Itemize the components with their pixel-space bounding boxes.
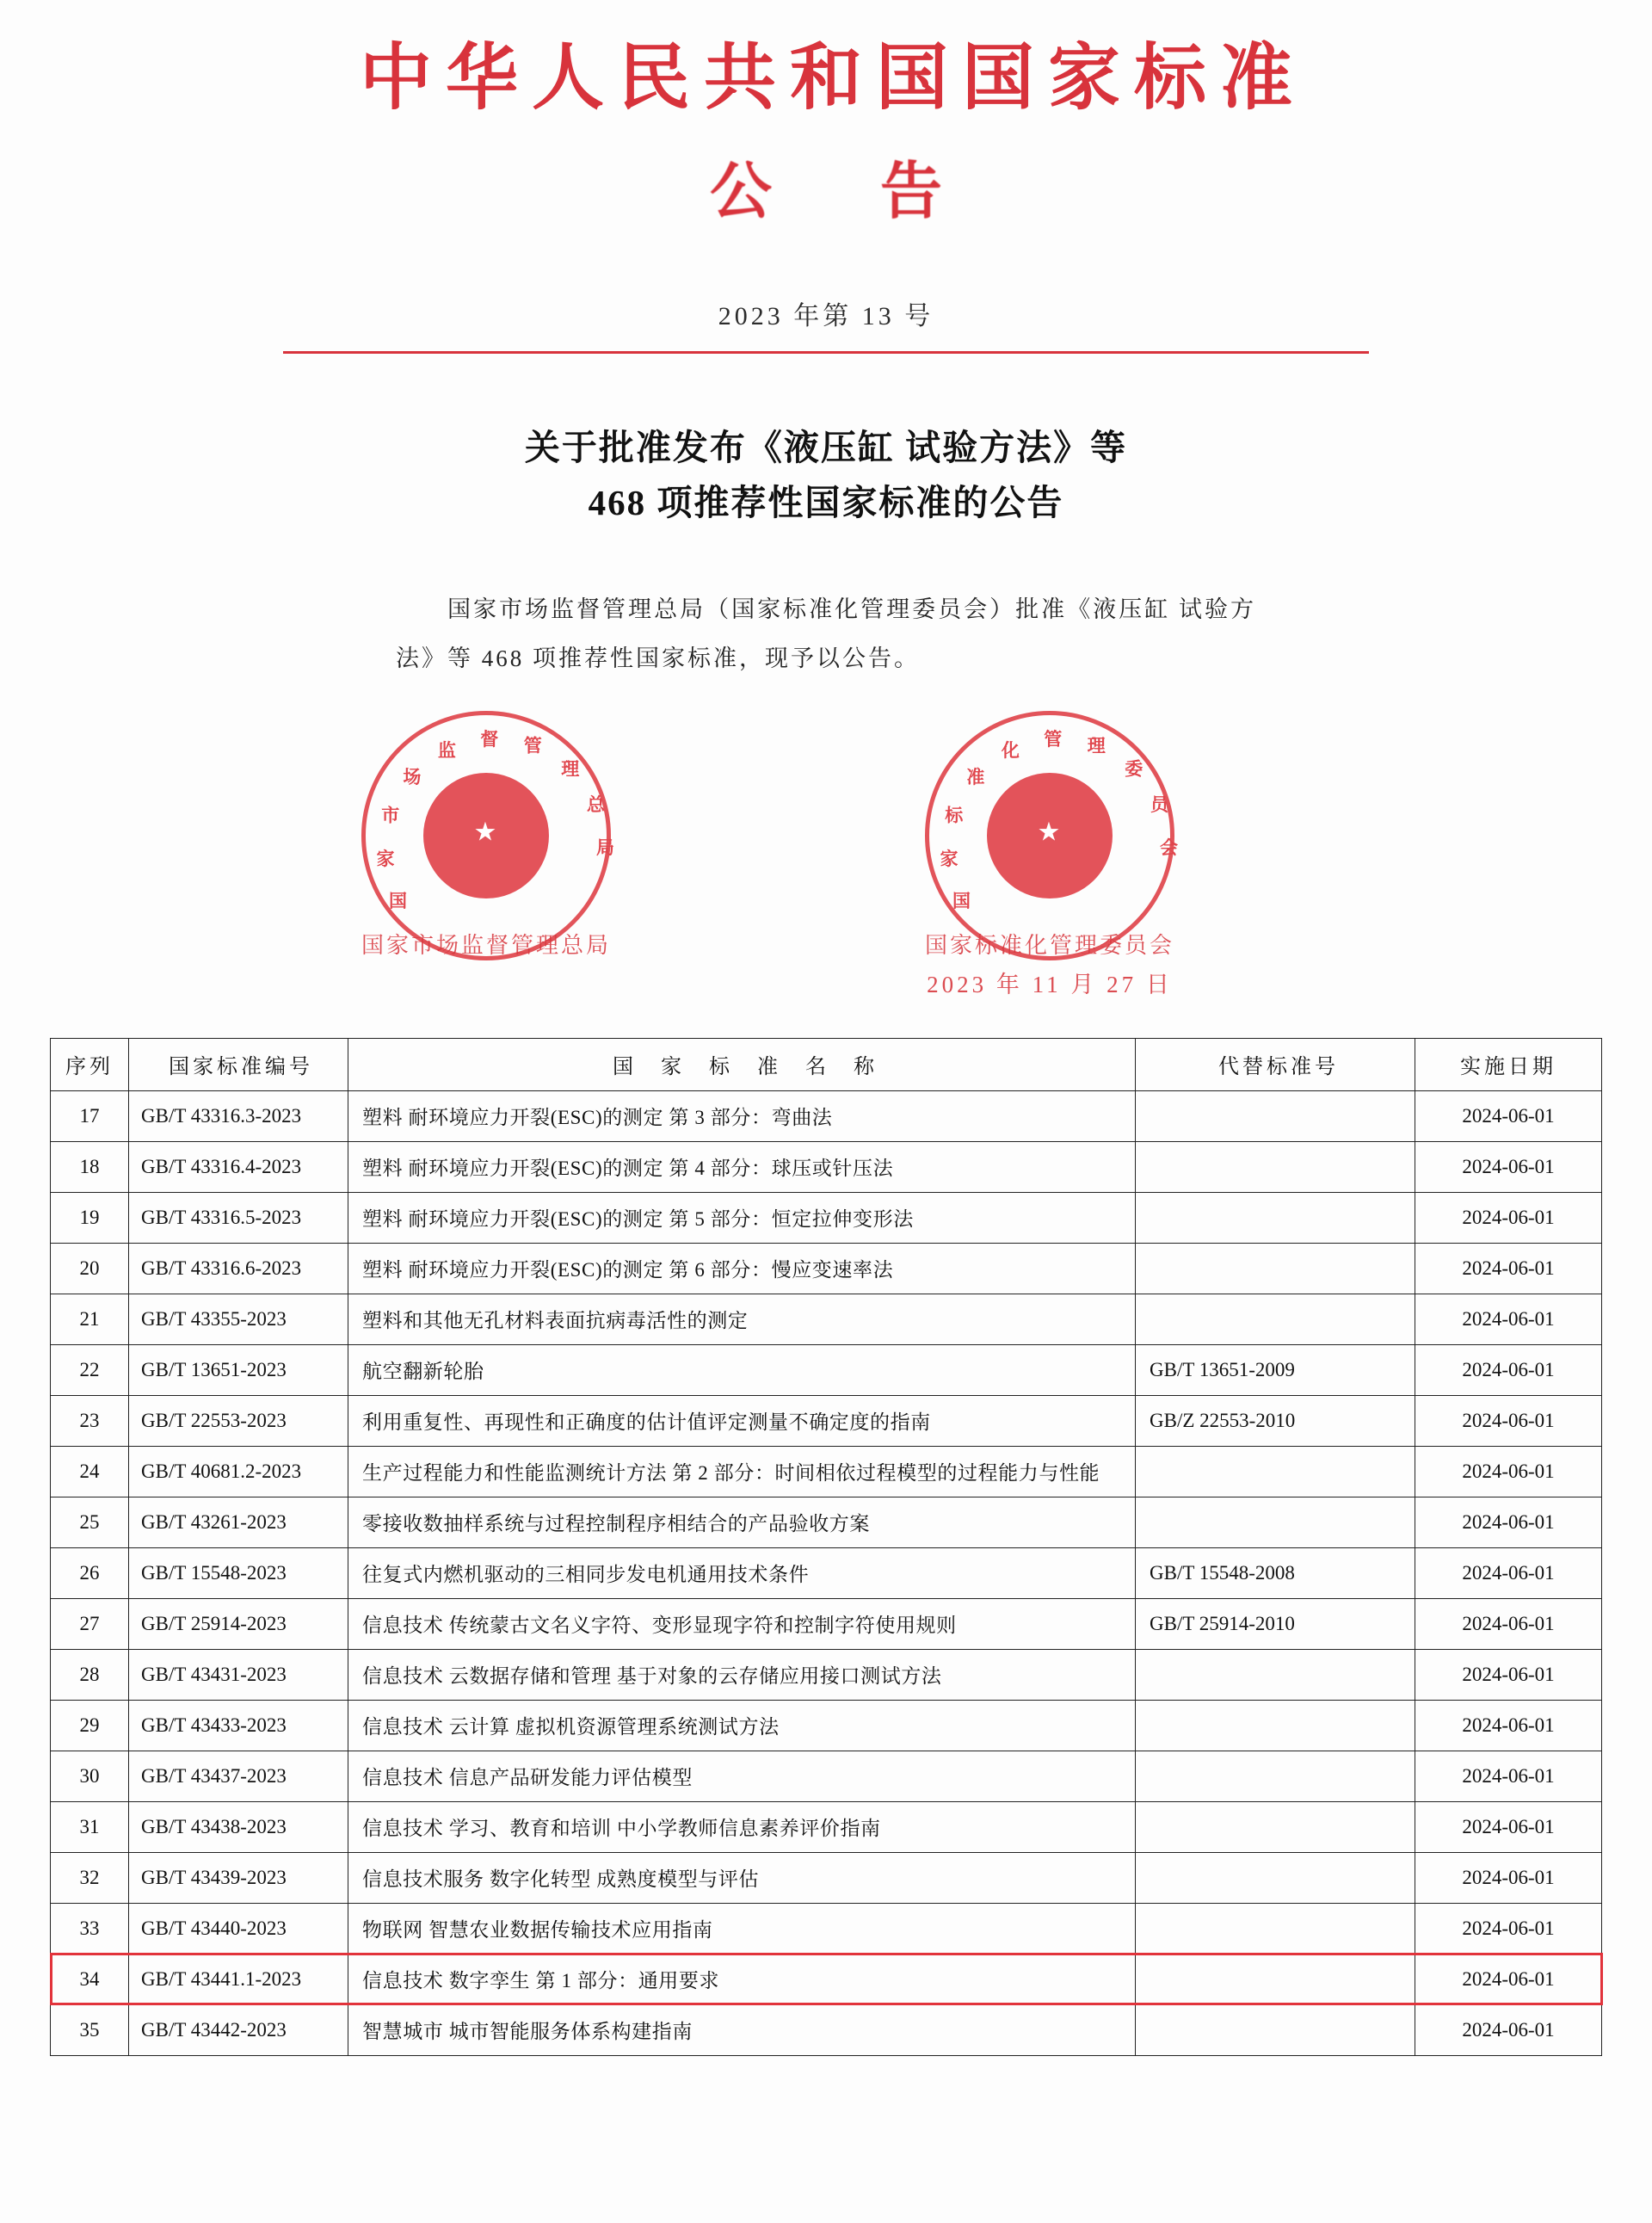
table-row bbox=[51, 1497, 1602, 1547]
table-body bbox=[51, 1090, 1602, 2055]
cell-replaces bbox=[1136, 2004, 1415, 2055]
announcement-heading-line-1: 关于批准发布《液压缸 试验方法》等 bbox=[524, 428, 1128, 468]
cell-replaces bbox=[1136, 1649, 1415, 1700]
cell-replaces bbox=[1136, 1852, 1415, 1903]
table-row bbox=[51, 2004, 1602, 2055]
cell-code: GB/T 15548-2023 bbox=[129, 1547, 348, 1598]
cell-code: GB/T 43442-2023 bbox=[129, 2004, 348, 2055]
cell-name: 塑料和其他无孔材料表面抗病毒活性的测定 bbox=[348, 1294, 1136, 1344]
cell-date: 2024-06-01 bbox=[1415, 1598, 1602, 1649]
cell-seq: 34 bbox=[51, 1954, 129, 2004]
standards-table-wrap bbox=[50, 1038, 1602, 2056]
cell-code: GB/T 43316.5-2023 bbox=[129, 1192, 348, 1243]
cell-replaces bbox=[1136, 1497, 1415, 1547]
issue-number: 2023 年第 13 号 bbox=[718, 302, 934, 331]
cell-date: 2024-06-01 bbox=[1415, 1141, 1602, 1192]
table-row bbox=[51, 1090, 1602, 1141]
cell-name: 航空翻新轮胎 bbox=[348, 1344, 1136, 1395]
cell-seq: 33 bbox=[51, 1903, 129, 1954]
cell-code: GB/T 43316.4-2023 bbox=[129, 1141, 348, 1192]
cell-seq: 20 bbox=[51, 1243, 129, 1294]
cell-name: 信息技术 学习、教育和培训 中小学教师信息素养评价指南 bbox=[348, 1801, 1136, 1852]
cell-name: 信息技术 信息产品研发能力评估模型 bbox=[348, 1751, 1136, 1801]
cell-date: 2024-06-01 bbox=[1415, 1954, 1602, 2004]
cell-date: 2024-06-01 bbox=[1415, 1700, 1602, 1751]
page-title: 中华人民共和国国家标准 bbox=[359, 39, 1306, 119]
table-row bbox=[51, 1395, 1602, 1446]
cell-name: 塑料 耐环境应力开裂(ESC)的测定 第 3 部分：弯曲法 bbox=[348, 1090, 1136, 1141]
seal-market-regulation bbox=[361, 711, 614, 960]
table-row bbox=[51, 1446, 1602, 1497]
seal-caption: 国家标准化管理委员会 bbox=[924, 932, 1174, 958]
cell-replaces bbox=[1136, 1090, 1415, 1141]
cell-seq: 27 bbox=[51, 1598, 129, 1649]
cell-date: 2024-06-01 bbox=[1415, 1294, 1602, 1344]
cell-seq: 29 bbox=[51, 1700, 129, 1751]
cell-date: 2024-06-01 bbox=[1415, 1852, 1602, 1903]
cell-name: 生产过程能力和性能监测统计方法 第 2 部分：时间相依过程模型的过程能力与性能 bbox=[348, 1446, 1136, 1497]
cell-replaces: GB/Z 22553-2010 bbox=[1136, 1395, 1415, 1446]
cell-code: GB/T 43316.3-2023 bbox=[129, 1090, 348, 1141]
announcement-body: 国家市场监督管理总局（国家标准化管理委员会）批准《液压缸 试验方法》等 468 项推荐性国家标准，现予以公告。 bbox=[396, 596, 1256, 672]
cell-name: 塑料 耐环境应力开裂(ESC)的测定 第 5 部分：恒定拉伸变形法 bbox=[348, 1192, 1136, 1243]
table-row bbox=[51, 1852, 1602, 1903]
col-header-replaces: 代替标准号 bbox=[1136, 1038, 1415, 1090]
cell-code: GB/T 43261-2023 bbox=[129, 1497, 348, 1547]
table-row bbox=[51, 1547, 1602, 1598]
cell-replaces bbox=[1136, 1903, 1415, 1954]
cell-code: GB/T 43441.1-2023 bbox=[129, 1954, 348, 2004]
page-subtitle: 公 告 bbox=[709, 157, 989, 227]
cell-code: GB/T 13651-2023 bbox=[129, 1344, 348, 1395]
cell-replaces bbox=[1136, 1243, 1415, 1294]
seal-date: 2023 年 11 月 27 日 bbox=[927, 971, 1173, 997]
cell-seq: 25 bbox=[51, 1497, 129, 1547]
cell-date: 2024-06-01 bbox=[1415, 1649, 1602, 1700]
announcement-heading bbox=[0, 421, 1652, 530]
col-header-code: 国家标准编号 bbox=[129, 1038, 348, 1090]
cell-date: 2024-06-01 bbox=[1415, 1395, 1602, 1446]
cell-date: 2024-06-01 bbox=[1415, 1497, 1602, 1547]
table-row bbox=[51, 1294, 1602, 1344]
cell-replaces bbox=[1136, 1700, 1415, 1751]
seals-area bbox=[0, 704, 1652, 997]
cell-code: GB/T 43439-2023 bbox=[129, 1852, 348, 1903]
seal-arc-text: 国 家 标 准 化 管 理 委 员 会 bbox=[940, 729, 1178, 911]
cell-date: 2024-06-01 bbox=[1415, 1344, 1602, 1395]
cell-replaces bbox=[1136, 1954, 1415, 2004]
cell-code: GB/T 40681.2-2023 bbox=[129, 1446, 348, 1497]
cell-name: 利用重复性、再现性和正确度的估计值评定测量不确定度的指南 bbox=[348, 1395, 1136, 1446]
cell-name: 物联网 智慧农业数据传输技术应用指南 bbox=[348, 1903, 1136, 1954]
cell-date: 2024-06-01 bbox=[1415, 1243, 1602, 1294]
seal-standardization-committee bbox=[924, 711, 1178, 997]
divider-rule bbox=[283, 351, 1369, 354]
cell-date: 2024-06-01 bbox=[1415, 2004, 1602, 2055]
cell-replaces: GB/T 25914-2010 bbox=[1136, 1598, 1415, 1649]
cell-code: GB/T 43440-2023 bbox=[129, 1903, 348, 1954]
cell-date: 2024-06-01 bbox=[1415, 1446, 1602, 1497]
table-row bbox=[51, 1954, 1602, 2004]
table-row bbox=[51, 1141, 1602, 1192]
table-row bbox=[51, 1598, 1602, 1649]
standards-table bbox=[50, 1038, 1602, 2056]
cell-name: 信息技术 云数据存储和管理 基于对象的云存储应用接口测试方法 bbox=[348, 1649, 1136, 1700]
cell-seq: 26 bbox=[51, 1547, 129, 1598]
cell-seq: 18 bbox=[51, 1141, 129, 1192]
cell-code: GB/T 43438-2023 bbox=[129, 1801, 348, 1852]
cell-date: 2024-06-01 bbox=[1415, 1801, 1602, 1852]
cell-name: 信息技术 数字孪生 第 1 部分：通用要求 bbox=[348, 1954, 1136, 2004]
cell-seq: 35 bbox=[51, 2004, 129, 2055]
table-row bbox=[51, 1649, 1602, 1700]
cell-seq: 19 bbox=[51, 1192, 129, 1243]
table-row bbox=[51, 1243, 1602, 1294]
cell-seq: 31 bbox=[51, 1801, 129, 1852]
announcement-heading-line-2: 468 项推荐性国家标准的公告 bbox=[588, 482, 1064, 522]
cell-name: 智慧城市 城市智能服务体系构建指南 bbox=[348, 2004, 1136, 2055]
cell-code: GB/T 25914-2023 bbox=[129, 1598, 348, 1649]
cell-code: GB/T 43355-2023 bbox=[129, 1294, 348, 1344]
table-header-row bbox=[51, 1038, 1602, 1090]
seal-arc-text: 国 家 市 场 监 督 管 理 总 局 bbox=[376, 729, 614, 911]
cell-date: 2024-06-01 bbox=[1415, 1547, 1602, 1598]
cell-replaces bbox=[1136, 1751, 1415, 1801]
cell-seq: 32 bbox=[51, 1852, 129, 1903]
cell-seq: 23 bbox=[51, 1395, 129, 1446]
cell-name: 信息技术 传统蒙古文名义字符、变形显现字符和控制字符使用规则 bbox=[348, 1598, 1136, 1649]
col-header-name: 国 家 标 准 名 称 bbox=[348, 1038, 1136, 1090]
cell-seq: 22 bbox=[51, 1344, 129, 1395]
col-header-seq: 序列 bbox=[51, 1038, 129, 1090]
star-icon: ★ bbox=[1037, 818, 1063, 847]
cell-code: GB/T 22553-2023 bbox=[129, 1395, 348, 1446]
table-row bbox=[51, 1903, 1602, 1954]
seal-caption: 国家市场监督管理总局 bbox=[361, 932, 611, 958]
cell-replaces bbox=[1136, 1141, 1415, 1192]
cell-name: 信息技术服务 数字化转型 成熟度模型与评估 bbox=[348, 1852, 1136, 1903]
cell-replaces bbox=[1136, 1801, 1415, 1852]
cell-seq: 17 bbox=[51, 1090, 129, 1141]
cell-replaces bbox=[1136, 1294, 1415, 1344]
cell-name: 塑料 耐环境应力开裂(ESC)的测定 第 6 部分：慢应变速率法 bbox=[348, 1243, 1136, 1294]
cell-name: 信息技术 云计算 虚拟机资源管理系统测试方法 bbox=[348, 1700, 1136, 1751]
table-row bbox=[51, 1344, 1602, 1395]
cell-code: GB/T 43316.6-2023 bbox=[129, 1243, 348, 1294]
cell-code: GB/T 43431-2023 bbox=[129, 1649, 348, 1700]
table-row bbox=[51, 1192, 1602, 1243]
table-row bbox=[51, 1801, 1602, 1852]
masthead bbox=[0, 0, 1652, 354]
cell-seq: 28 bbox=[51, 1649, 129, 1700]
cell-code: GB/T 43433-2023 bbox=[129, 1700, 348, 1751]
table-head bbox=[51, 1038, 1602, 1090]
table-row bbox=[51, 1751, 1602, 1801]
cell-date: 2024-06-01 bbox=[1415, 1751, 1602, 1801]
cell-name: 往复式内燃机驱动的三相同步发电机通用技术条件 bbox=[348, 1547, 1136, 1598]
cell-replaces: GB/T 13651-2009 bbox=[1136, 1344, 1415, 1395]
col-header-date: 实施日期 bbox=[1415, 1038, 1602, 1090]
cell-replaces bbox=[1136, 1446, 1415, 1497]
cell-date: 2024-06-01 bbox=[1415, 1090, 1602, 1141]
cell-code: GB/T 43437-2023 bbox=[129, 1751, 348, 1801]
cell-name: 零接收数抽样系统与过程控制程序相结合的产品验收方案 bbox=[348, 1497, 1136, 1547]
cell-seq: 30 bbox=[51, 1751, 129, 1801]
cell-date: 2024-06-01 bbox=[1415, 1903, 1602, 1954]
star-icon: ★ bbox=[473, 818, 499, 847]
cell-replaces: GB/T 15548-2008 bbox=[1136, 1547, 1415, 1598]
cell-date: 2024-06-01 bbox=[1415, 1192, 1602, 1243]
cell-name: 塑料 耐环境应力开裂(ESC)的测定 第 4 部分：球压或针压法 bbox=[348, 1141, 1136, 1192]
table-row bbox=[51, 1700, 1602, 1751]
cell-seq: 21 bbox=[51, 1294, 129, 1344]
cell-replaces bbox=[1136, 1192, 1415, 1243]
cell-seq: 24 bbox=[51, 1446, 129, 1497]
